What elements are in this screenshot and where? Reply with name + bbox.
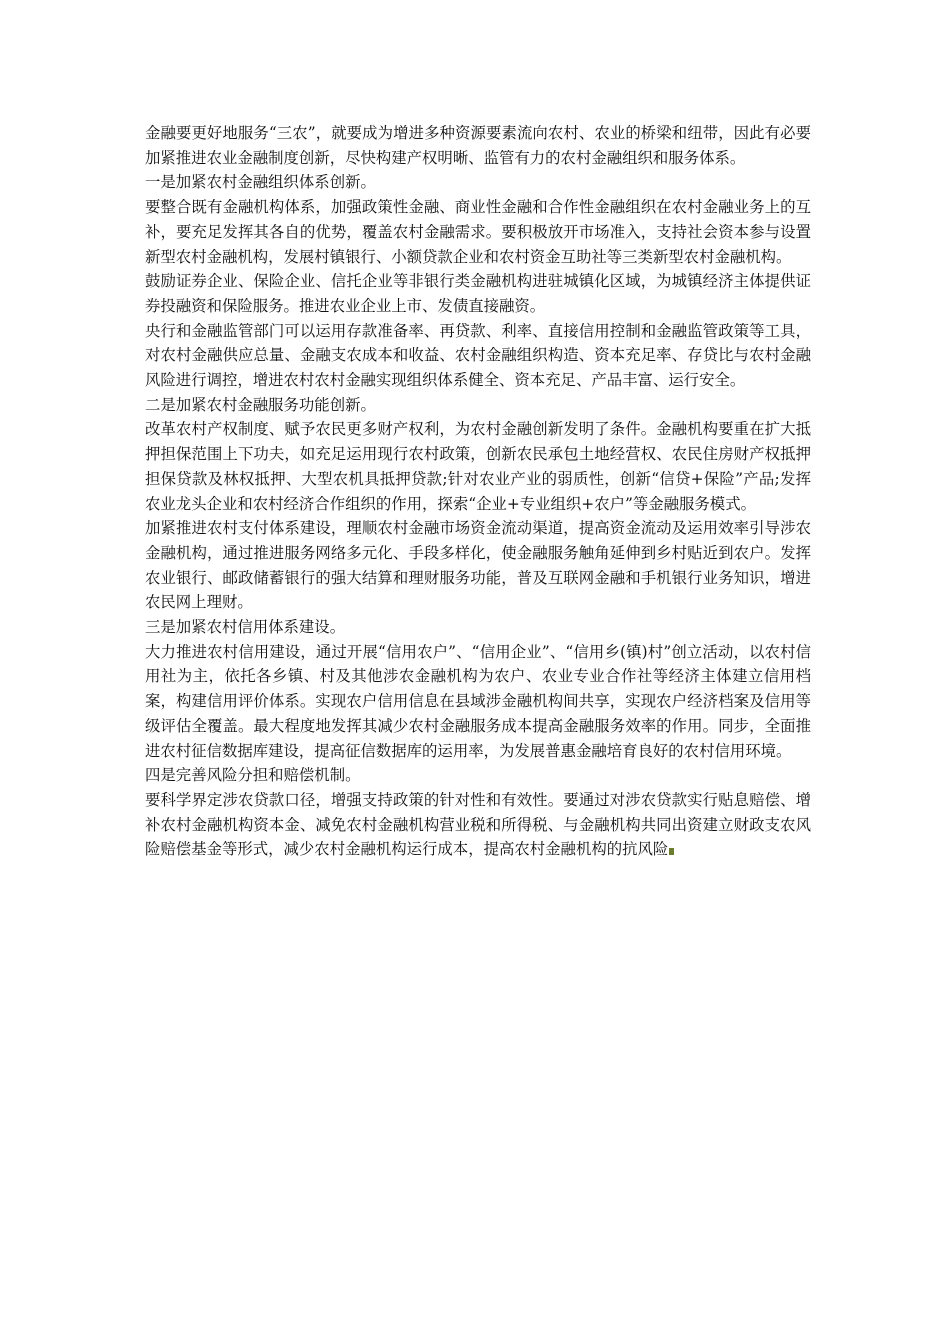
section-heading-2: 二是加紧农村金融服务功能创新。 <box>145 395 376 414</box>
paragraph-4a-text: 要科学界定涉农贷款口径，增强支持政策的针对性和有效性。要通过对涉农贷款实行贴息赔偿、增补农村金融机构资本金、减免农村金融机构营业税和所得税、与金融机构共同出资建立财政支农风险赔偿基金等形式，减少农村金融机构运行成本，提高农村金融机构的抗风险 <box>145 790 811 859</box>
paragraph-3a: 大力推进农村信用建设，通过开展“信用农户”、“信用企业”、“信用乡(镇)村”创立活动，以农村信用社为主，依托各乡镇、村及其他涉农金融机构为农户、农业专业合作社等经济主体建立信用档案，构建信用评价体系。实现农户信用信息在县域涉金融机构间共享，实现农户经济档案及信用等级评估全覆盖。最大程度地发挥其减少农村金融服务成本提高金融服务效率的作用。同步，全面推进农村征信数据库建设，提高征信数据库的运用率，为发展普惠金融培育良好的农村信用环境。 <box>145 642 811 760</box>
section-heading-4: 四是完善风险分担和赔偿机制。 <box>145 766 361 785</box>
paragraph-2a: 改革农村产权制度、赋予农民更多财产权利，为农村金融创新发明了条件。金融机构要重在扩大抵押担保范围上下功夫，如充足运用现行农村政策，创新农民承包土地经营权、农民住房财产权抵押担保贷款及林权抵押、大型农机具抵押贷款;针对农业产业的弱质性，创新“信贷+保险”产品;发挥农业龙头企业和农村经济合作组织的作用，探索“企业+专业组织+农户”等金融服务模式。 <box>145 420 811 513</box>
paragraph-intro: 金融要更好地服务“三农”，就要成为增进多种资源要素流向农村、农业的桥梁和纽带，因此有必要加紧推进农业金融制度创新，尽快构建产权明晰、监管有力的农村金融组织和服务体系。 <box>145 124 811 167</box>
section-heading-1: 一是加紧农村金融组织体系创新。 <box>145 173 376 192</box>
paragraph-2b: 加紧推进农村支付体系建设，理顺农村金融市场资金流动渠道，提高资金流动及运用效率引导涉农金融机构，通过推进服务网络多元化、手段多样化，使金融服务触角延伸到乡村贴近到农户。发挥农业银行、邮政储蓄银行的强大结算和理财服务功能，普及互联网金融和手机银行业务知识，增进农民网上理财。 <box>145 519 811 612</box>
document-body <box>145 121 811 862</box>
section-heading-3: 三是加紧农村信用体系建设。 <box>145 618 346 637</box>
paragraph-1b: 鼓励证券企业、保险企业、信托企业等非银行类金融机构进驻城镇化区域，为城镇经济主体提供证券投融资和保险服务。推进农业企业上市、发债直接融资。 <box>145 272 811 315</box>
paragraph-4a <box>145 788 811 862</box>
paragraph-1a: 要整合既有金融机构体系，加强政策性金融、商业性金融和合作性金融组织在农村金融业务上的互补，要充足发挥其各自的优势，覆盖农村金融需求。要积极放开市场准入，支持社会资本参与设置新型农村金融机构，发展村镇银行、小额贷款企业和农村资金互助社等三类新型农村金融机构。 <box>145 198 811 266</box>
end-of-text-marker-icon <box>669 848 674 855</box>
paragraph-1c: 央行和金融监管部门可以运用存款准备率、再贷款、利率、直接信用控制和金融监管政策等工具，对农村金融供应总量、金融支农成本和收益、农村金融组织构造、资本充足率、存贷比与农村金融风险进行调控，增进农村农村金融实现组织体系健全、资本充足、产品丰富、运行安全。 <box>145 321 811 390</box>
